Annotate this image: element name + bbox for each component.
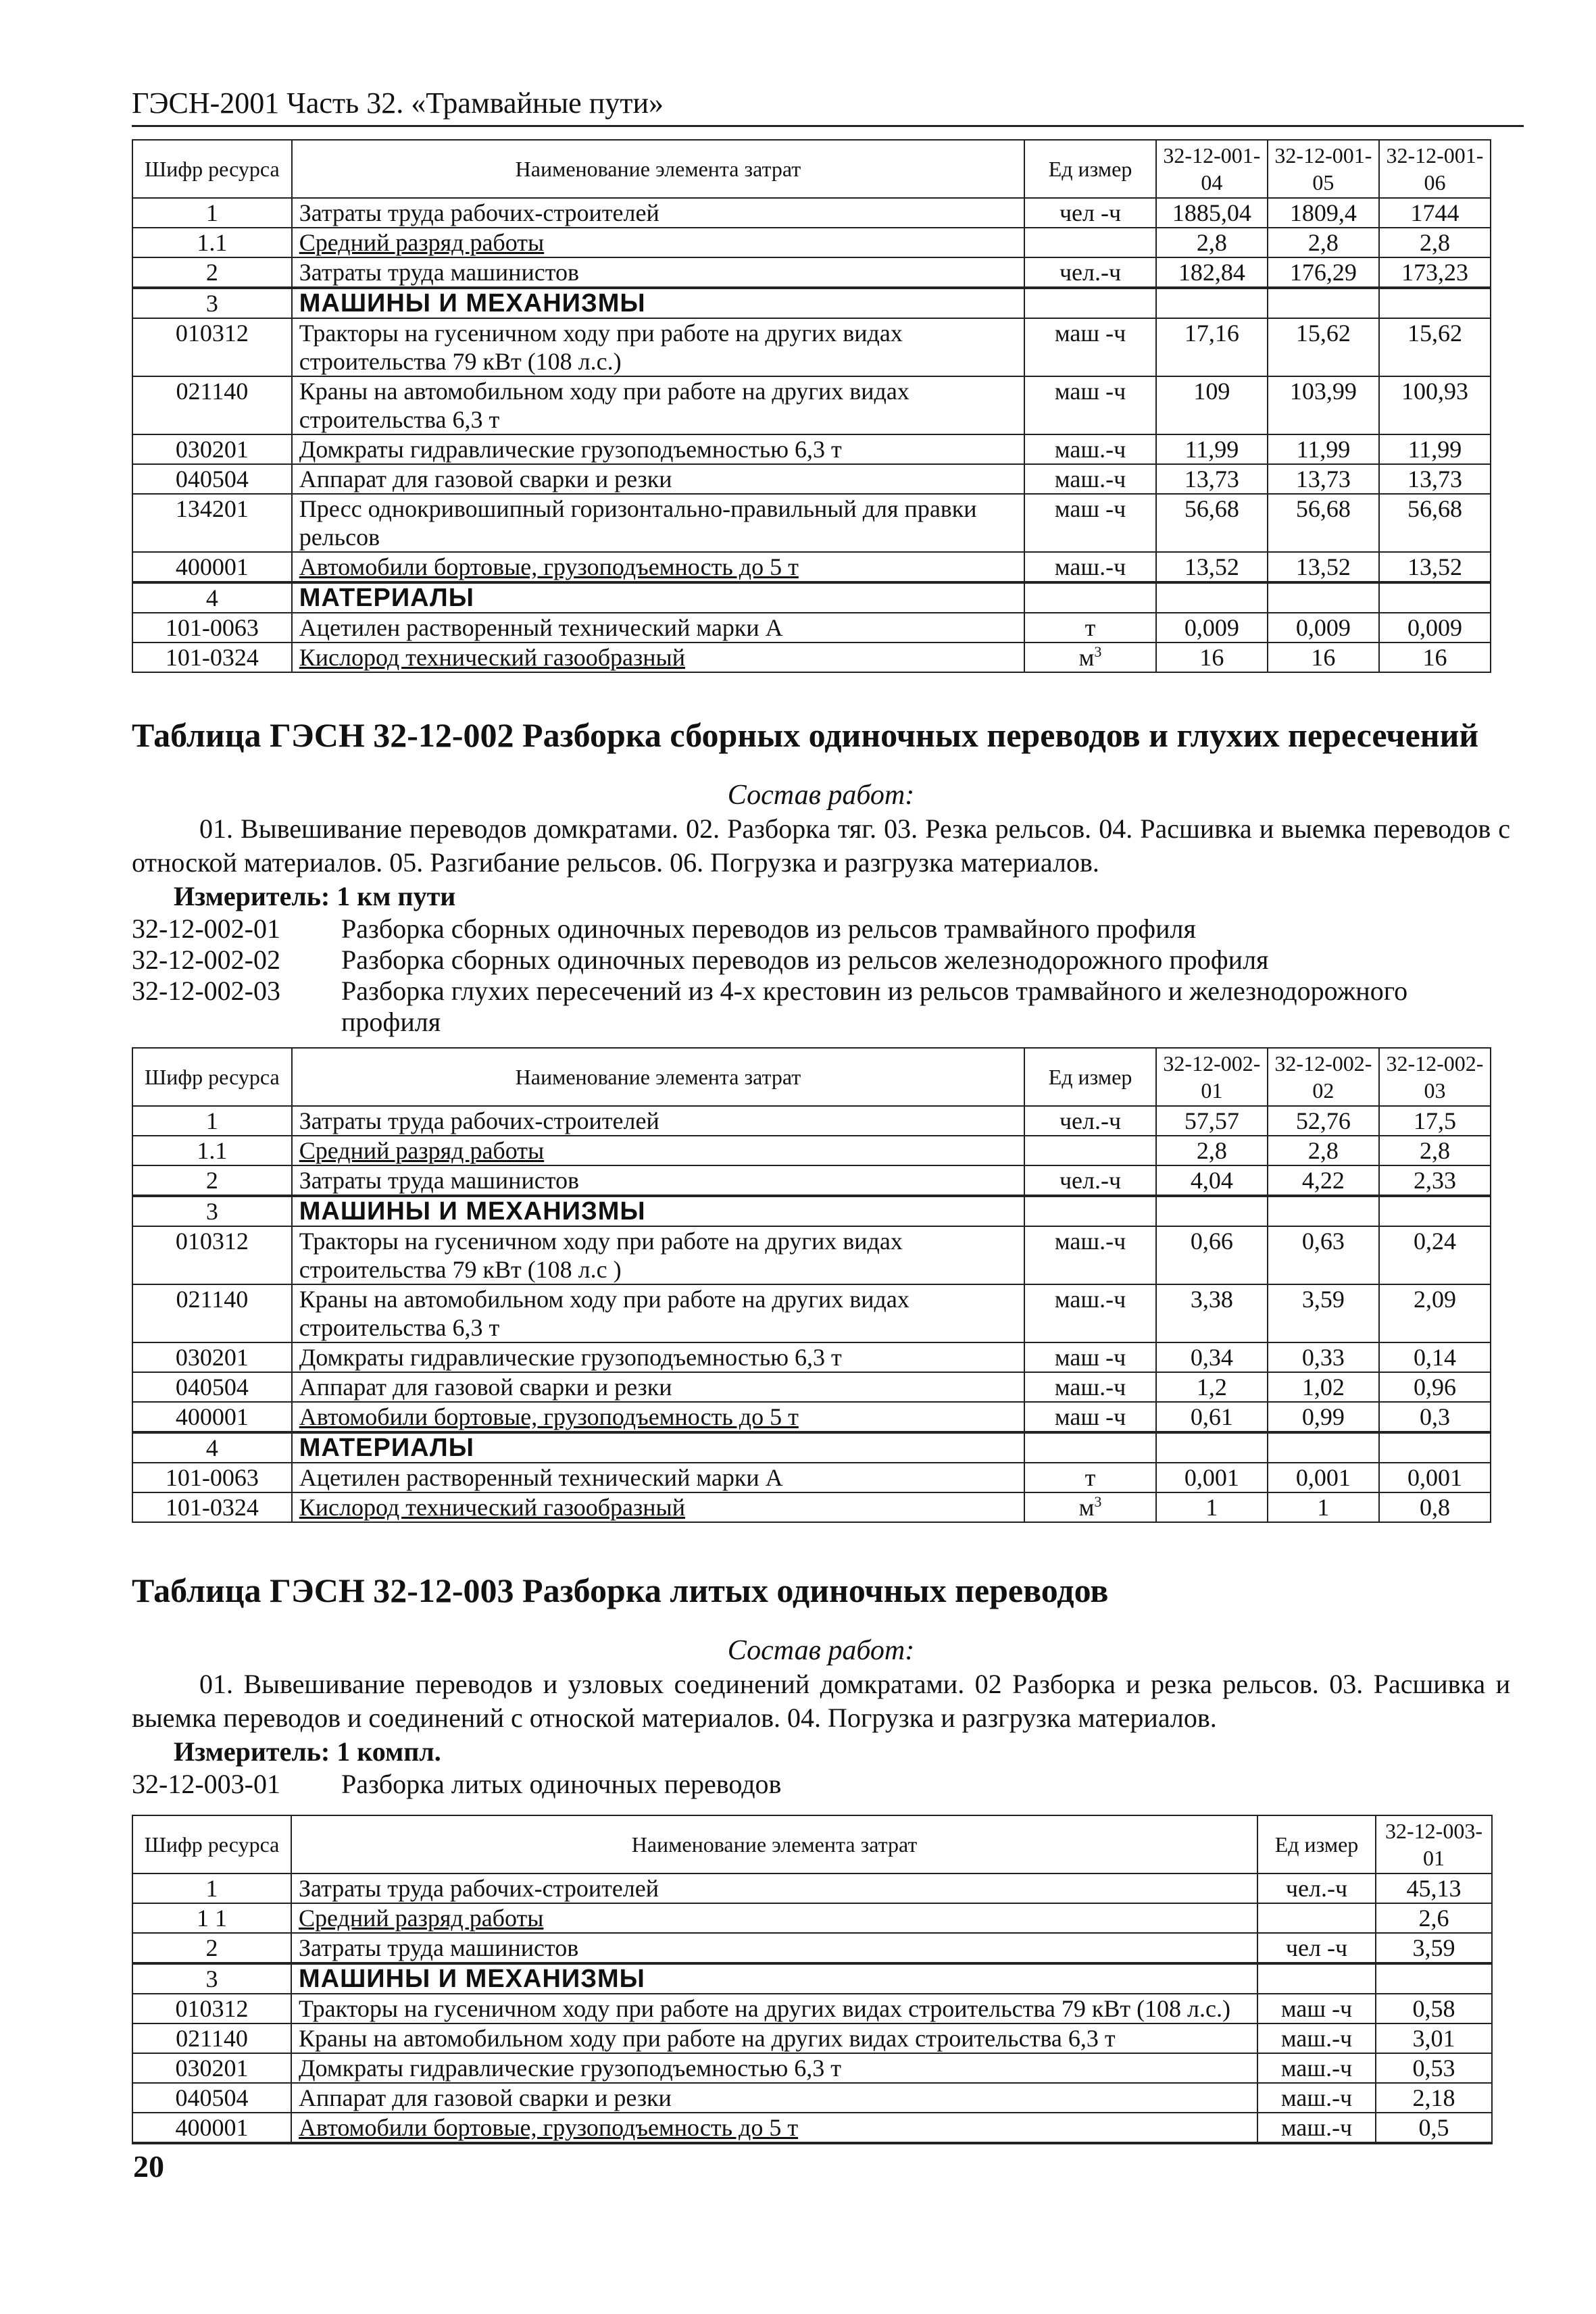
meter-label: Измеритель: — [174, 881, 330, 911]
cell-name: Краны на автомобильном ходу при работе на других видах строительства 6,3 т — [291, 2023, 1257, 2053]
header-code: Шифр ресурса — [132, 1048, 292, 1106]
cell-code: 101-0063 — [132, 613, 292, 643]
table-row — [132, 1903, 1492, 1933]
cell-value: 15,62 — [1379, 318, 1491, 376]
cell-value: 56,68 — [1268, 494, 1379, 552]
header-norm: 32-12-002-02 — [1268, 1048, 1379, 1106]
cell-value: 4,22 — [1268, 1165, 1379, 1196]
cell-value: 0,61 — [1156, 1402, 1268, 1432]
header-unit: Ед измер — [1257, 1815, 1376, 1873]
cell-unit — [1257, 1963, 1376, 1994]
cell-unit: маш.-ч — [1024, 434, 1156, 464]
cell-value: 0,001 — [1268, 1463, 1379, 1492]
table-row — [132, 582, 1491, 613]
table-row — [132, 1402, 1491, 1432]
header-unit: Ед измер — [1024, 140, 1156, 198]
cell-value — [1156, 288, 1268, 318]
cell-code: 021140 — [132, 1284, 292, 1342]
table-row — [132, 1963, 1492, 1994]
table-row — [132, 1463, 1491, 1492]
cell-code: 010312 — [132, 1226, 292, 1284]
norm-item — [132, 945, 1510, 976]
cell-name: Затраты труда рабочих-строителей — [291, 1873, 1257, 1903]
table-row — [132, 643, 1491, 672]
cell-value: 2,6 — [1376, 1903, 1492, 1933]
cell-value: 0,8 — [1379, 1492, 1491, 1522]
cell-value: 1 — [1268, 1492, 1379, 1522]
cell-unit: чел.-ч — [1024, 1106, 1156, 1136]
header-norm: 32-12-003-01 — [1376, 1815, 1492, 1873]
header-name: Наименование элемента затрат — [292, 140, 1024, 198]
table-row — [132, 1165, 1491, 1196]
cell-code: 4 — [132, 582, 292, 613]
norm-description: Разборка глухих пересечений из 4-х крестовин из рельсов трамвайного и железнодорожного профиля — [341, 976, 1408, 1037]
cell-code: 1 — [132, 1873, 291, 1903]
cell-value: 16 — [1156, 643, 1268, 672]
cell-name: Затраты труда рабочих-строителей — [292, 198, 1024, 228]
cell-code: 010312 — [132, 1994, 291, 2023]
table-row — [132, 1873, 1492, 1903]
cell-unit: маш.-ч — [1024, 552, 1156, 582]
cell-name: Средний разряд работы — [291, 1903, 1257, 1933]
cell-unit: маш -ч — [1024, 1342, 1156, 1372]
cell-value: 3,01 — [1376, 2023, 1492, 2053]
composition-heading: Состав работ: — [727, 1635, 915, 1666]
table-row — [132, 288, 1491, 318]
resource-table-3 — [132, 1815, 1493, 2144]
norm-list — [132, 1769, 1510, 1800]
cell-value: 11,99 — [1156, 434, 1268, 464]
cell-unit — [1024, 1196, 1156, 1226]
header-name: Наименование элемента затрат — [291, 1815, 1257, 1873]
cell-value — [1379, 1196, 1491, 1226]
meter — [132, 1735, 1510, 1769]
table-row — [132, 1226, 1491, 1284]
norm-item — [132, 913, 1510, 945]
cell-value — [1379, 288, 1491, 318]
cell-code: 134201 — [132, 494, 292, 552]
composition-text: 01. Вывешивание переводов и узловых соединений домкратами. 02 Разборка и резка рельсов. 03. Расшивка и выемка переводов и соединений с отноской материалов. 04. Погрузка и разгрузка материалов. — [132, 1669, 1510, 1733]
cell-value: 0,5 — [1376, 2113, 1492, 2143]
cell-value — [1268, 582, 1379, 613]
cell-code: 1.1 — [132, 1136, 292, 1165]
cell-value: 2,8 — [1156, 228, 1268, 257]
cell-code: 010312 — [132, 318, 292, 376]
cell-unit: маш.-ч — [1024, 1372, 1156, 1402]
cell-unit: маш -ч — [1024, 494, 1156, 552]
cell-name: Кислород технический газообразный — [292, 1492, 1024, 1522]
table-row — [132, 1106, 1491, 1136]
table-row — [132, 2113, 1492, 2143]
cell-value: 56,68 — [1379, 494, 1491, 552]
cell-name: МАШИНЫ И МЕХАНИЗМЫ — [292, 1196, 1024, 1226]
meter-value: 1 компл. — [336, 1736, 441, 1767]
cell-name: Домкраты гидравлические грузоподъемностью 6,3 т — [291, 2053, 1257, 2083]
cell-code: 030201 — [132, 2053, 291, 2083]
norm-code: 32-12-002-03 — [132, 976, 280, 1006]
meter — [132, 880, 1510, 913]
composition-heading: Состав работ: — [727, 780, 915, 811]
cell-name: Аппарат для газовой сварки и резки — [291, 2083, 1257, 2113]
meter-value: 1 км пути — [336, 881, 456, 911]
cell-code: 400001 — [132, 2113, 291, 2143]
header-norm: 32-12-002-03 — [1379, 1048, 1491, 1106]
cell-value: 1,2 — [1156, 1372, 1268, 1402]
table-row — [132, 198, 1491, 228]
cell-unit — [1024, 228, 1156, 257]
cell-value: 1 — [1156, 1492, 1268, 1522]
cell-name: Домкраты гидравлические грузоподъемностью 6,3 т — [292, 1342, 1024, 1372]
cell-value: 13,73 — [1268, 464, 1379, 494]
cell-value: 1809,4 — [1268, 198, 1379, 228]
norm-item — [132, 976, 1510, 1038]
cell-unit: чел.-ч — [1257, 1873, 1376, 1903]
table-row — [132, 1136, 1491, 1165]
cell-value: 2,8 — [1379, 1136, 1491, 1165]
cell-code: 1 1 — [132, 1903, 291, 1933]
cell-value: 0,009 — [1268, 613, 1379, 643]
cell-value — [1379, 582, 1491, 613]
cell-value: 13,52 — [1268, 552, 1379, 582]
header-norm: 32-12-001-04 — [1156, 140, 1268, 198]
cell-value: 0,001 — [1379, 1463, 1491, 1492]
cell-value: 0,001 — [1156, 1463, 1268, 1492]
cell-name: Автомобили бортовые, грузоподъемность до 5 т — [292, 552, 1024, 582]
header-name: Наименование элемента затрат — [292, 1048, 1024, 1106]
table-row — [132, 1196, 1491, 1226]
cell-code: 2 — [132, 1933, 291, 1963]
cell-code: 040504 — [132, 1372, 292, 1402]
cell-unit — [1024, 1136, 1156, 1165]
cell-value: 17,16 — [1156, 318, 1268, 376]
cell-name: Кислород технический газообразный — [292, 643, 1024, 672]
cell-value: 16 — [1379, 643, 1491, 672]
cell-value: 13,52 — [1156, 552, 1268, 582]
cell-value: 52,76 — [1268, 1106, 1379, 1136]
cell-name: Тракторы на гусеничном ходу при работе на других видах строительства 79 кВт (108 л.с ) — [292, 1226, 1024, 1284]
cell-value: 2,33 — [1379, 1165, 1491, 1196]
cell-value: 2,8 — [1156, 1136, 1268, 1165]
table-row — [132, 2083, 1492, 2113]
cell-value: 4,04 — [1156, 1165, 1268, 1196]
cell-unit: маш.-ч — [1024, 1226, 1156, 1284]
cell-code: 1 — [132, 198, 292, 228]
cell-code: 400001 — [132, 1402, 292, 1432]
cell-code: 030201 — [132, 1342, 292, 1372]
norm-code: 32-12-003-01 — [132, 1769, 280, 1799]
table-row — [132, 318, 1491, 376]
table-row — [132, 1342, 1491, 1372]
cell-unit: $м^3$ — [1024, 643, 1156, 672]
cell-value: 16 — [1268, 643, 1379, 672]
cell-code: 040504 — [132, 464, 292, 494]
cell-name: Тракторы на гусеничном ходу при работе на других видах строительства 79 кВт (108 л.с.) — [291, 1994, 1257, 2023]
cell-unit — [1024, 1432, 1156, 1463]
cell-code: 101-0324 — [132, 1492, 292, 1522]
table-row — [132, 464, 1491, 494]
cell-value: 0,66 — [1156, 1226, 1268, 1284]
cell-value: 3,59 — [1376, 1933, 1492, 1963]
cell-value: 0,009 — [1379, 613, 1491, 643]
cell-value: 3,59 — [1268, 1284, 1379, 1342]
cell-name: МАТЕРИАЛЫ — [292, 582, 1024, 613]
cell-value: 182,84 — [1156, 257, 1268, 288]
cell-value — [1156, 1432, 1268, 1463]
composition-text: 01. Вывешивание переводов домкратами. 02. Разборка тяг. 03. Резка рельсов. 04. Расшивка и выемка переводов с отноской материалов. 05. Разгибание рельсов. 06. Погрузка и разгрузка материалов. — [132, 813, 1510, 878]
header-code: Шифр ресурса — [132, 1815, 291, 1873]
cell-value: 0,24 — [1379, 1226, 1491, 1284]
header-norm: 32-12-002-01 — [1156, 1048, 1268, 1106]
table-row — [132, 1492, 1491, 1522]
table-row — [132, 257, 1491, 288]
cell-name: Ацетилен растворенный технический марки А — [292, 1463, 1024, 1492]
cell-code: 030201 — [132, 434, 292, 464]
cell-unit: маш.-ч — [1257, 2053, 1376, 2083]
cell-value: 0,34 — [1156, 1342, 1268, 1372]
cell-unit — [1024, 288, 1156, 318]
cell-value: 173,23 — [1379, 257, 1491, 288]
table-row — [132, 376, 1491, 434]
cell-value: 2,09 — [1379, 1284, 1491, 1342]
cell-unit: маш.-ч — [1257, 2113, 1376, 2143]
table-title-32-12-003: Таблица ГЭСН 32-12-003 Разборка литых одиночных переводов — [132, 1571, 1109, 1609]
cell-value: 2,8 — [1379, 228, 1491, 257]
norm-description: Разборка литых одиночных переводов — [341, 1769, 782, 1799]
cell-name: Тракторы на гусеничном ходу при работе на других видах строительства 79 кВт (108 л.с.) — [292, 318, 1024, 376]
cell-value: 1885,04 — [1156, 198, 1268, 228]
document-page — [132, 84, 1510, 2144]
norm-code: 32-12-002-02 — [132, 945, 280, 975]
cell-unit: чел -ч — [1024, 198, 1156, 228]
cell-value: 0,58 — [1376, 1994, 1492, 2023]
cell-code: 021140 — [132, 376, 292, 434]
table-row — [132, 1284, 1491, 1342]
cell-name: Затраты труда рабочих-строителей — [292, 1106, 1024, 1136]
header-norm: 32-12-001-05 — [1268, 140, 1379, 198]
cell-value — [1268, 1432, 1379, 1463]
table-row — [132, 613, 1491, 643]
cell-value: 45,13 — [1376, 1873, 1492, 1903]
cell-code: 4 — [132, 1432, 292, 1463]
header-code: Шифр ресурса — [132, 140, 292, 198]
cell-name: Пресс однокривошипный горизонтально-правильный для правки рельсов — [292, 494, 1024, 552]
cell-name: МАШИНЫ И МЕХАНИЗМЫ — [292, 288, 1024, 318]
cell-code: 1.1 — [132, 228, 292, 257]
cell-value: 0,99 — [1268, 1402, 1379, 1432]
cell-value — [1156, 582, 1268, 613]
cell-name: МАТЕРИАЛЫ — [292, 1432, 1024, 1463]
cell-name: Аппарат для газовой сварки и резки — [292, 1372, 1024, 1402]
cell-code: 101-0063 — [132, 1463, 292, 1492]
cell-value: 2,8 — [1268, 228, 1379, 257]
cell-value: 103,99 — [1268, 376, 1379, 434]
cell-value: 109 — [1156, 376, 1268, 434]
cell-code: 3 — [132, 1196, 292, 1226]
cell-value: 1744 — [1379, 198, 1491, 228]
cell-name: Автомобили бортовые, грузоподъемность до 5 т — [292, 1402, 1024, 1432]
norm-code: 32-12-002-01 — [132, 913, 280, 944]
cell-code: 2 — [132, 257, 292, 288]
cell-unit: т — [1024, 613, 1156, 643]
cell-unit: маш -ч — [1024, 1402, 1156, 1432]
cell-name: Домкраты гидравлические грузоподъемностью 6,3 т — [292, 434, 1024, 464]
norm-list — [132, 913, 1510, 1038]
cell-value: 0,3 — [1379, 1402, 1491, 1432]
cell-name: Средний разряд работы — [292, 1136, 1024, 1165]
cell-code: 040504 — [132, 2083, 291, 2113]
cell-unit: маш.-ч — [1024, 1284, 1156, 1342]
cell-value: 0,009 — [1156, 613, 1268, 643]
cell-name: Аппарат для газовой сварки и резки — [292, 464, 1024, 494]
resource-table-2 — [132, 1047, 1491, 1523]
table-row — [132, 1432, 1491, 1463]
cell-value: 57,57 — [1156, 1106, 1268, 1136]
cell-code: 2 — [132, 1165, 292, 1196]
cell-unit: $м^3$ — [1024, 1492, 1156, 1522]
cell-code: 101-0324 — [132, 643, 292, 672]
norm-description: Разборка сборных одиночных переводов из рельсов железнодорожного профиля — [341, 945, 1269, 975]
cell-name: Краны на автомобильном ходу при работе на других видах строительства 6,3 т — [292, 376, 1024, 434]
cell-value: 0,96 — [1379, 1372, 1491, 1402]
cell-value: 0,14 — [1379, 1342, 1491, 1372]
cell-value — [1156, 1196, 1268, 1226]
cell-unit: маш -ч — [1024, 376, 1156, 434]
cell-value: 1,02 — [1268, 1372, 1379, 1402]
cell-name: Автомобили бортовые, грузоподъемность до 5 т — [291, 2113, 1257, 2143]
cell-value: 13,73 — [1379, 464, 1491, 494]
table-row — [132, 1372, 1491, 1402]
cell-value — [1379, 1432, 1491, 1463]
cell-code: 3 — [132, 288, 292, 318]
header-unit: Ед измер — [1024, 1048, 1156, 1106]
cell-value: 11,99 — [1268, 434, 1379, 464]
running-header: ГЭСН-2001 Часть 32. «Трамвайные пути» — [132, 84, 1524, 127]
cell-unit: маш.-ч — [1024, 464, 1156, 494]
cell-value: 2,8 — [1268, 1136, 1379, 1165]
cell-code: 400001 — [132, 552, 292, 582]
cell-value: 0,63 — [1268, 1226, 1379, 1284]
cell-value: 17,5 — [1379, 1106, 1491, 1136]
table-row — [132, 228, 1491, 257]
cell-value — [1376, 1963, 1492, 1994]
cell-value: 56,68 — [1156, 494, 1268, 552]
norm-item — [132, 1769, 1510, 1800]
cell-code: 1 — [132, 1106, 292, 1136]
cell-value: 15,62 — [1268, 318, 1379, 376]
cell-value: 2,18 — [1376, 2083, 1492, 2113]
table-row — [132, 1994, 1492, 2023]
cell-value: 0,53 — [1376, 2053, 1492, 2083]
cell-code: 021140 — [132, 2023, 291, 2053]
table-row — [132, 2023, 1492, 2053]
cell-value: 176,29 — [1268, 257, 1379, 288]
cell-name: Затраты труда машинистов — [292, 257, 1024, 288]
resource-table-1 — [132, 139, 1491, 673]
table-row — [132, 552, 1491, 582]
cell-unit: маш.-ч — [1257, 2023, 1376, 2053]
cell-unit: чел.-ч — [1024, 1165, 1156, 1196]
cell-value — [1268, 1196, 1379, 1226]
norm-description: Разборка сборных одиночных переводов из рельсов трамвайного профиля — [341, 913, 1196, 944]
cell-unit — [1024, 582, 1156, 613]
cell-unit: чел.-ч — [1024, 257, 1156, 288]
table-row — [132, 1933, 1492, 1963]
page-number: 20 — [133, 2149, 164, 2184]
cell-value: 11,99 — [1379, 434, 1491, 464]
table-title-32-12-002: Таблица ГЭСН 32-12-002 Разборка сборных одиночных переводов и глухих пересечений — [132, 716, 1479, 754]
cell-value — [1268, 288, 1379, 318]
cell-unit: маш -ч — [1257, 1994, 1376, 2023]
cell-name: Краны на автомобильном ходу при работе на других видах строительства 6,3 т — [292, 1284, 1024, 1342]
cell-name: Затраты труда машинистов — [292, 1165, 1024, 1196]
cell-unit: маш -ч — [1024, 318, 1156, 376]
cell-name: Средний разряд работы — [292, 228, 1024, 257]
table-row — [132, 494, 1491, 552]
cell-name: Ацетилен растворенный технический марки А — [292, 613, 1024, 643]
cell-value: 100,93 — [1379, 376, 1491, 434]
cell-name: Затраты труда машинистов — [291, 1933, 1257, 1963]
cell-value: 13,73 — [1156, 464, 1268, 494]
table-row — [132, 434, 1491, 464]
table-row — [132, 2053, 1492, 2083]
cell-code: 3 — [132, 1963, 291, 1994]
header-norm: 32-12-001-06 — [1379, 140, 1491, 198]
cell-unit — [1257, 1903, 1376, 1933]
meter-label: Измеритель: — [174, 1736, 330, 1767]
cell-value: 13,52 — [1379, 552, 1491, 582]
cell-value: 3,38 — [1156, 1284, 1268, 1342]
cell-value: 0,33 — [1268, 1342, 1379, 1372]
cell-unit: т — [1024, 1463, 1156, 1492]
cell-name: МАШИНЫ И МЕХАНИЗМЫ — [291, 1963, 1257, 1994]
cell-unit: маш.-ч — [1257, 2083, 1376, 2113]
cell-unit: чел -ч — [1257, 1933, 1376, 1963]
